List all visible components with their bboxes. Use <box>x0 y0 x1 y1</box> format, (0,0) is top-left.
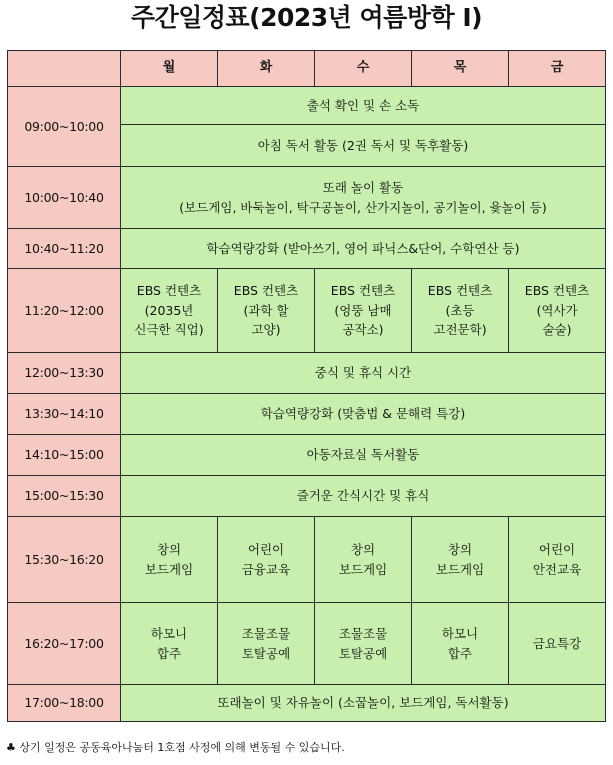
activity-line: 조물조물 <box>241 626 291 642</box>
activity-line: 어린이 <box>247 542 285 558</box>
table-row <box>8 229 606 269</box>
day-activity-cell <box>412 269 509 353</box>
activity-line: 고전문학) <box>433 322 487 338</box>
day-activity-cell <box>121 269 218 353</box>
table-row <box>8 353 606 394</box>
activity-cell: 즐거운 간식시간 및 휴식 <box>121 476 606 517</box>
table-row <box>8 394 606 435</box>
activity-line: 신극한 직업) <box>134 322 204 338</box>
activity-cell <box>121 167 606 229</box>
activity-line: 창의 <box>447 542 473 558</box>
activity-line: 어린이 <box>538 542 576 558</box>
table-row <box>8 87 606 125</box>
activity-cell: 중식 및 휴식 시간 <box>121 353 606 394</box>
activity-line: (보드게임, 바둑놀이, 탁구공놀이, 산가지놀이, 공기놀이, 윷놀이 등) <box>179 199 547 215</box>
table-row <box>8 517 606 603</box>
activity-line: 창의 <box>156 542 182 558</box>
activity-line: 창의 <box>350 542 376 558</box>
activity-line: 보드게임 <box>338 561 388 577</box>
day-header-thu: 목 <box>412 51 509 87</box>
time-cell: 13:30~14:10 <box>8 394 121 435</box>
day-activity-cell <box>315 517 412 603</box>
activity-line: 합주 <box>447 645 473 661</box>
day-header-mon: 월 <box>121 51 218 87</box>
time-cell: 14:10~15:00 <box>8 435 121 476</box>
activity-cell: 또래놀이 및 자유놀이 (소꿉놀이, 보드게임, 독서활동) <box>121 685 606 722</box>
header-corner-cell <box>8 51 121 87</box>
activity-line: (역사가 <box>536 302 578 318</box>
day-activity-cell <box>218 269 315 353</box>
table-row <box>8 167 606 229</box>
table-row <box>8 685 606 722</box>
day-activity-cell <box>509 517 606 603</box>
activity-line: (과학 할 <box>243 302 289 318</box>
table-row <box>8 269 606 353</box>
activity-line: 안전교육 <box>532 561 582 577</box>
time-cell: 10:00~10:40 <box>8 167 121 229</box>
activity-line: 또래 놀이 활동 <box>322 180 404 196</box>
activity-line: 하모니 <box>150 626 188 642</box>
day-header-tue: 화 <box>218 51 315 87</box>
activity-line: 술술) <box>542 322 572 338</box>
activity-line: 공작소) <box>342 322 384 338</box>
footnote: ♣ 상기 일정은 공동육아나눔터 1호점 사정에 의해 변동될 수 있습니다. <box>6 741 345 754</box>
time-cell: 15:00~15:30 <box>8 476 121 517</box>
day-header-fri: 금 <box>509 51 606 87</box>
day-activity-cell <box>315 269 412 353</box>
activity-line: EBS 컨텐츠 <box>330 283 396 299</box>
activity-line: 보드게임 <box>144 561 194 577</box>
header-row <box>8 51 606 87</box>
table-row <box>8 603 606 685</box>
time-cell: 09:00~10:00 <box>8 87 121 167</box>
day-activity-cell <box>315 603 412 685</box>
activity-cell: 출석 확인 및 손 소독 <box>121 87 606 125</box>
weekly-schedule-table <box>7 50 606 722</box>
day-activity-cell: 금요특강 <box>509 603 606 685</box>
activity-cell: 아침 독서 활동 (2권 독서 및 독후활동) <box>121 125 606 167</box>
day-activity-cell <box>509 269 606 353</box>
activity-line: 토탈공예 <box>338 645 388 661</box>
activity-line: 토탈공예 <box>241 645 291 661</box>
activity-cell: 학습역량강화 (받아쓰기, 영어 파닉스&단어, 수학연산 등) <box>121 229 606 269</box>
day-activity-cell <box>218 517 315 603</box>
time-cell: 12:00~13:30 <box>8 353 121 394</box>
time-cell: 11:20~12:00 <box>8 269 121 353</box>
time-cell: 15:30~16:20 <box>8 517 121 603</box>
activity-line: EBS 컨텐츠 <box>524 283 590 299</box>
page-title: 주간일정표(2023년 여름방학 Ⅰ) <box>130 3 483 32</box>
time-cell: 17:00~18:00 <box>8 685 121 722</box>
activity-line: 조물조물 <box>338 626 388 642</box>
activity-line: 고양) <box>251 322 281 338</box>
table-row <box>8 435 606 476</box>
activity-line: EBS 컨텐츠 <box>136 283 202 299</box>
time-cell: 16:20~17:00 <box>8 603 121 685</box>
activity-line: 보드게임 <box>435 561 485 577</box>
day-header-wed: 수 <box>315 51 412 87</box>
day-activity-cell <box>121 517 218 603</box>
activity-cell: 학습역량강화 (맞춤법 & 문해력 특강) <box>121 394 606 435</box>
day-activity-cell <box>121 603 218 685</box>
activity-line: (2035년 <box>144 302 194 318</box>
day-activity-cell <box>412 603 509 685</box>
table-row <box>8 476 606 517</box>
time-cell: 10:40~11:20 <box>8 229 121 269</box>
activity-line: 금융교육 <box>241 561 291 577</box>
activity-line: EBS 컨텐츠 <box>427 283 493 299</box>
activity-line: (초등 <box>445 302 475 318</box>
day-activity-cell <box>218 603 315 685</box>
activity-line: (엉뚱 남매 <box>334 302 392 318</box>
activity-line: 합주 <box>156 645 182 661</box>
activity-line: 하모니 <box>441 626 479 642</box>
activity-cell: 아동자료실 독서활동 <box>121 435 606 476</box>
activity-line: EBS 컨텐츠 <box>233 283 299 299</box>
day-activity-cell <box>412 517 509 603</box>
